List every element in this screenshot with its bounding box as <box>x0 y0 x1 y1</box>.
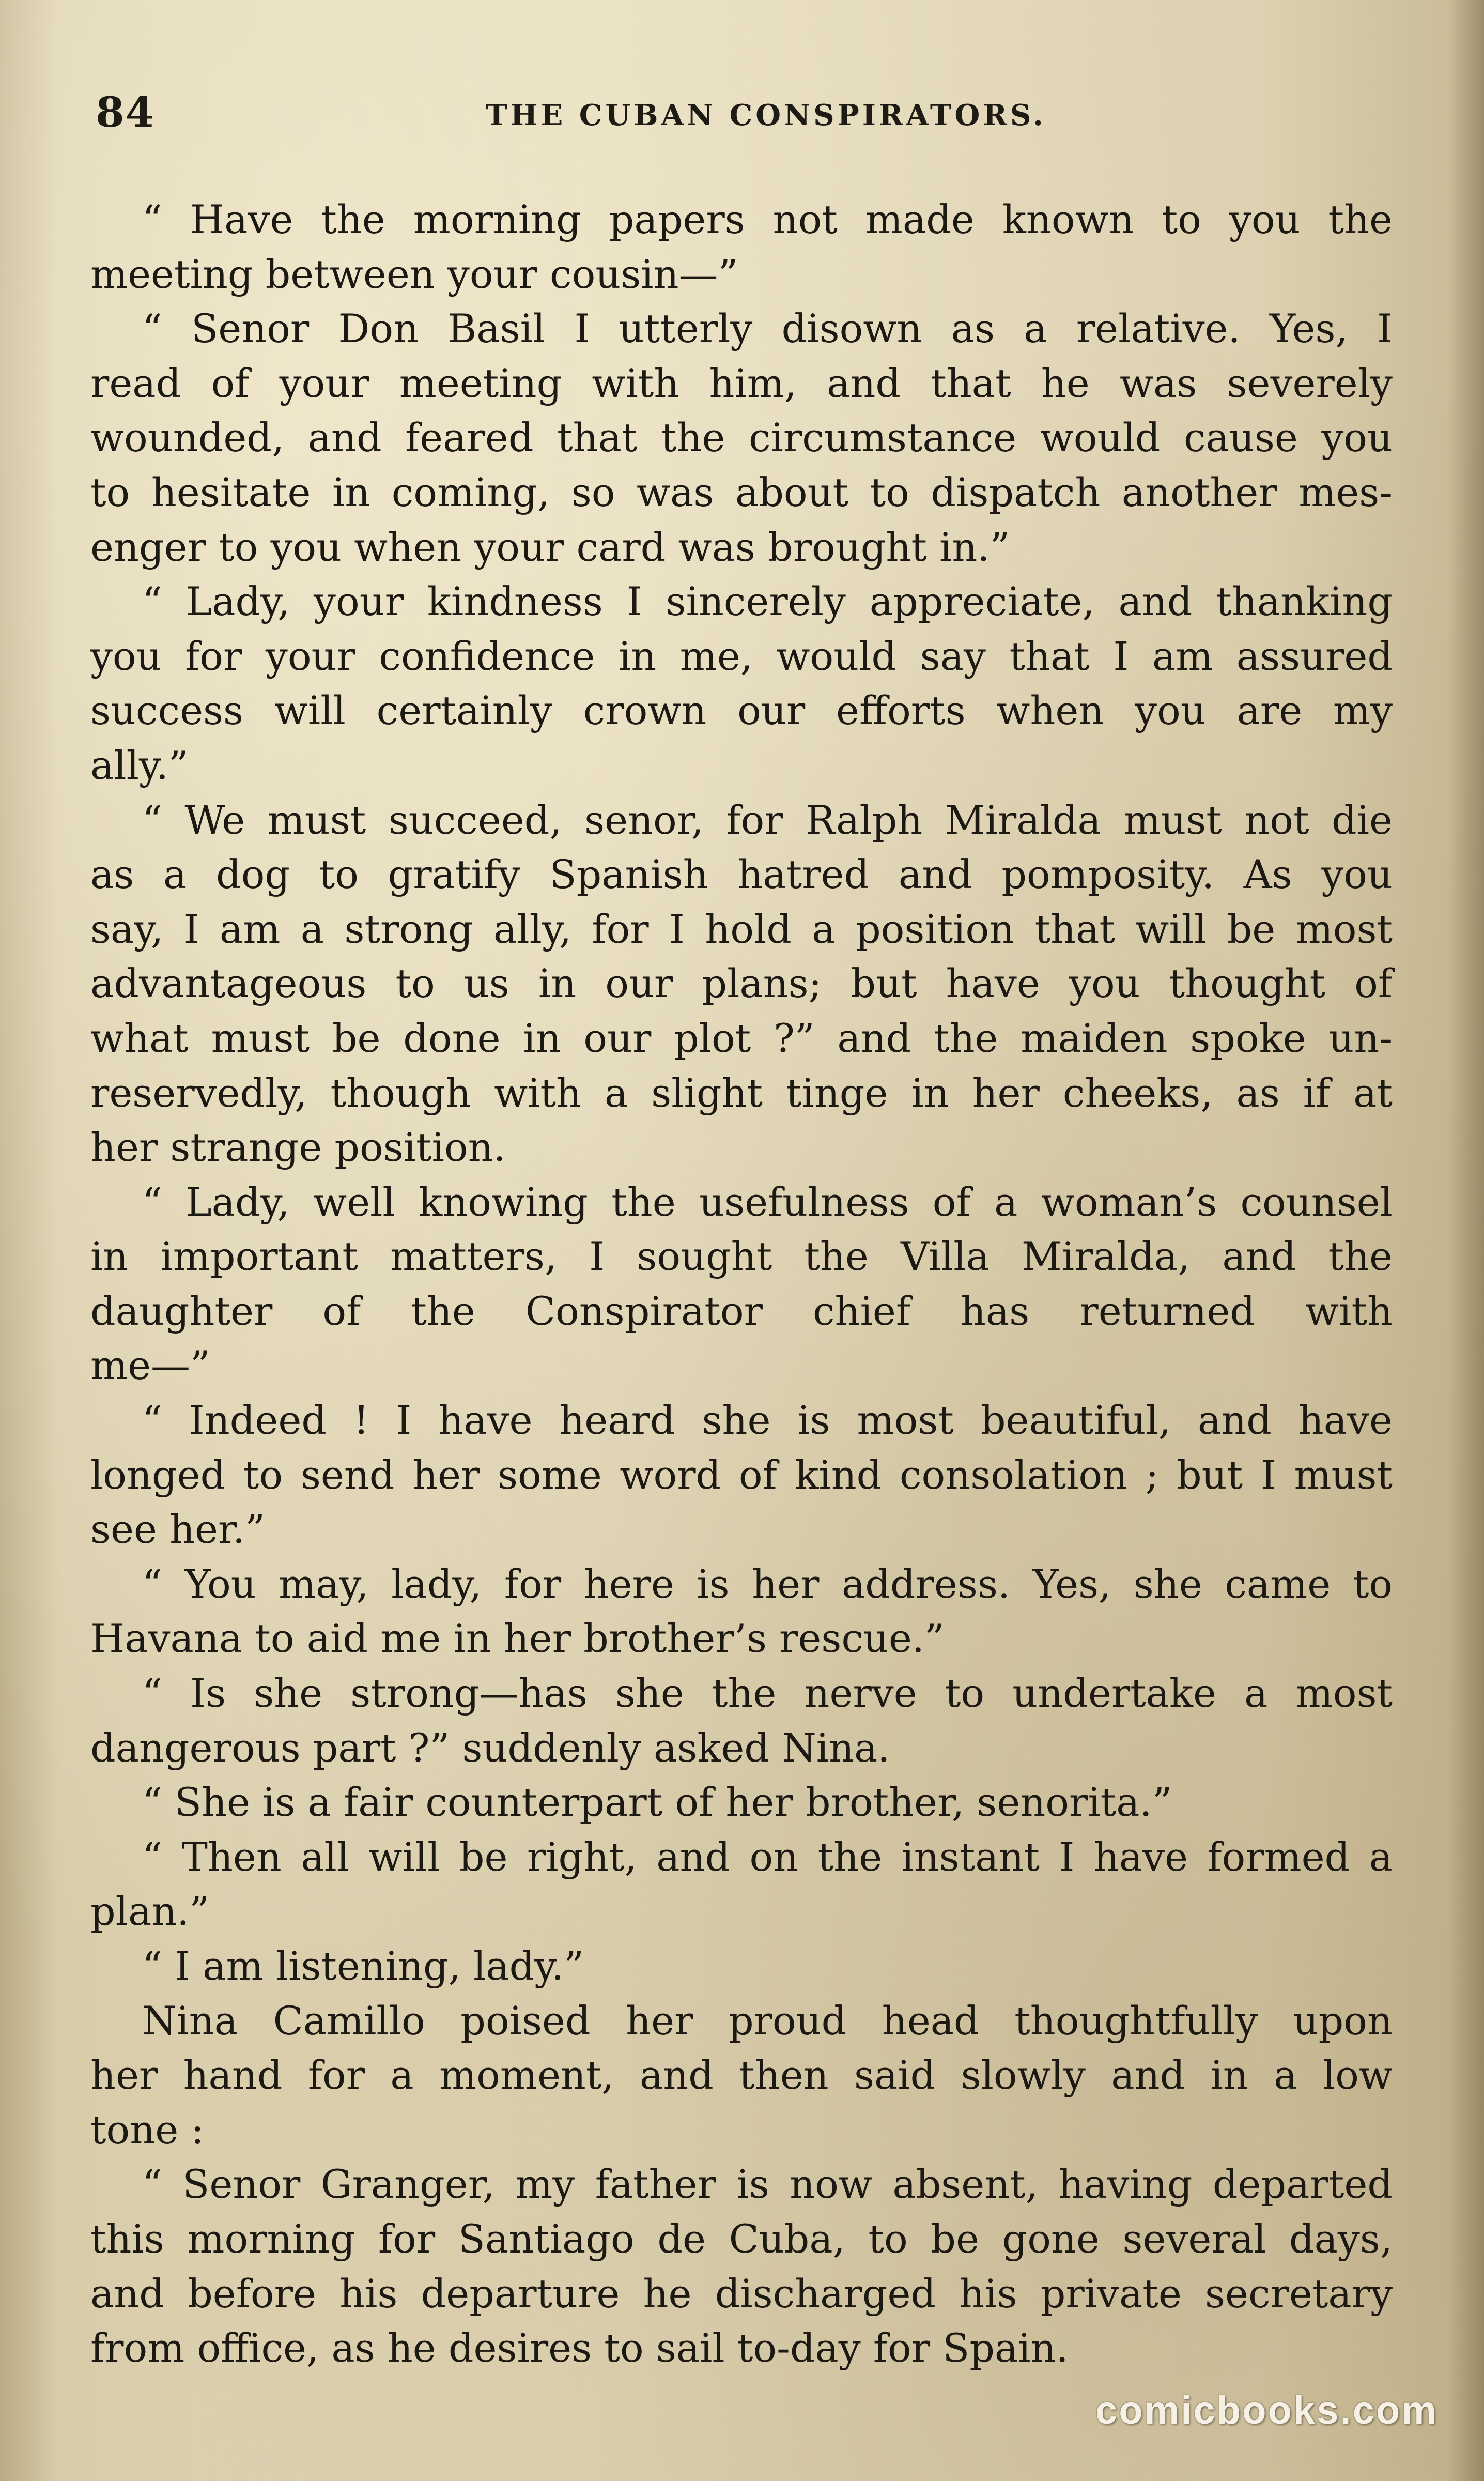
text-line: “ You may, lady, for here is her address. Yes, she came to <box>142 1560 1393 1607</box>
running-title: THE CUBAN CONSPIRATORS. <box>486 98 1046 132</box>
text-line: plan.” <box>90 1888 210 1935</box>
text-line: “ Indeed ! I have heard she is most beautiful, and have <box>142 1397 1393 1444</box>
text-line: her hand for a moment, and then said slowly and in a low <box>90 2052 1393 2099</box>
text-line: her strange position. <box>90 1124 506 1171</box>
text-line: daughter of the Conspirator chief has returned with <box>90 1288 1393 1334</box>
text-line: “ Senor Granger, my father is now absent, having departed <box>142 2161 1393 2208</box>
text-line: wounded, and feared that the circumstance would cause you <box>90 415 1393 461</box>
text-line: enger to you when your card was brought in.” <box>90 524 1010 570</box>
text-line: “ Senor Don Basil I utterly disown as a relative. Yes, I <box>142 305 1393 352</box>
site-watermark: comicbooks.com <box>1095 2388 1438 2432</box>
text-line: what must be done in our plot ?” and the maiden spoke un- <box>90 1015 1393 1061</box>
text-line: me—” <box>90 1342 210 1389</box>
text-line: read of your meeting with him, and that he was severely <box>90 360 1393 406</box>
text-line: dangerous part ?” suddenly asked Nina. <box>90 1724 890 1771</box>
text-line: advantageous to us in our plans; but have you thought of <box>90 960 1393 1007</box>
page-edge-shadow <box>1448 0 1484 2481</box>
text-line: reservedly, though with a slight tinge in her cheeks, as if at <box>90 1069 1393 1116</box>
text-line: ally.” <box>90 742 189 788</box>
text-line: success will certainly crown our efforts when you are my <box>90 687 1393 734</box>
text-line: you for your confidence in me, would say that I am assured <box>90 633 1393 679</box>
text-line: and before his departure he discharged his private secretary <box>90 2270 1393 2317</box>
text-line: “ Then all will be right, and on the instant I have formed a <box>142 1833 1393 1880</box>
body-text <box>90 192 1393 2376</box>
text-line: from office, as he desires to sail to-day for Spain. <box>90 2325 1069 2371</box>
page-number: 84 <box>96 88 156 136</box>
text-line: as a dog to gratify Spanish hatred and pomposity. As you <box>90 851 1393 898</box>
text-line: “ We must succeed, senor, for Ralph Miralda must not die <box>142 797 1393 843</box>
text-line: Havana to aid me in her brother’s rescue.” <box>90 1615 945 1662</box>
text-line: “ I am listening, lady.” <box>142 1943 584 1989</box>
text-line: Nina Camillo poised her proud head thoughtfully upon <box>142 1997 1393 2044</box>
text-line: in important matters, I sought the Villa Miralda, and the <box>90 1233 1393 1280</box>
text-line: “ Is she strong—has she the nerve to undertake a most <box>142 1670 1393 1717</box>
text-line: say, I am a strong ally, for I hold a position that will be most <box>90 906 1393 952</box>
text-line: to hesitate in coming, so was about to dispatch another mes- <box>90 469 1393 515</box>
text-line: longed to send her some word of kind consolation ; but I must <box>90 1451 1393 1498</box>
text-line: meeting between your cousin—” <box>90 251 738 297</box>
text-line: “ Have the morning papers not made known to you the <box>142 196 1393 242</box>
text-line: “ She is a fair counterpart of her brother, senorita.” <box>142 1779 1172 1826</box>
text-line: this morning for Santiago de Cuba, to be gone several days, <box>90 2215 1393 2262</box>
text-line: “ Lady, well knowing the usefulness of a woman’s counsel <box>142 1178 1393 1225</box>
text-line: see her.” <box>90 1506 266 1553</box>
text-line: “ Lady, your kindness I sincerely appreciate, and thanking <box>142 578 1393 625</box>
text-line: tone : <box>90 2106 204 2153</box>
